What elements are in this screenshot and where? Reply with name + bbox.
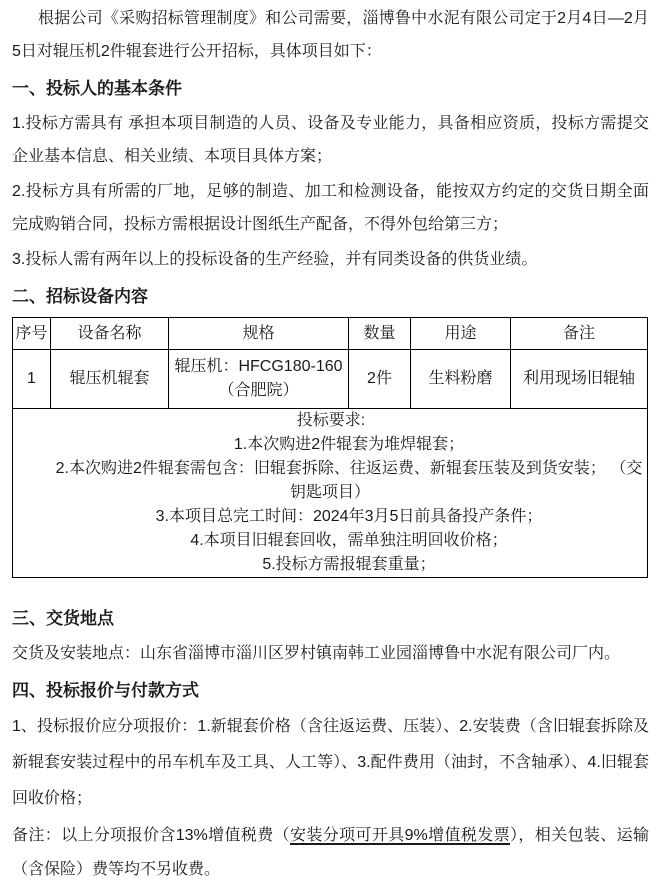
requirement-item-3: 3.本项目总完工时间：2024年3月5日前具备投产条件；: [155, 508, 543, 525]
heading-bidder-conditions: 一、投标人的基本条件: [12, 79, 182, 98]
requirements-row: [13, 409, 648, 578]
col-header-serial: 序号: [13, 318, 51, 350]
cell-spec: 辊压机：HFCG180-160（合肥院）: [169, 350, 349, 409]
heading-quotation-payment: 四、投标报价与付款方式: [12, 681, 199, 700]
cell-quantity: 2件: [349, 350, 411, 409]
cell-usage: 生料粉磨: [411, 350, 511, 409]
requirement-item-4: 4.本项目旧辊套回收，需单独注明回收价格；: [190, 532, 508, 549]
bidder-condition-1: 1.投标方需具有 承担本项目制造的人员、设备及专业能力，具备相应资质，投标方需提交企业基本信息、相关业绩、本项目具体方案；: [12, 115, 649, 165]
note-suffix: ），相关包装、运输（含保险）费等均不另收费。: [12, 827, 649, 878]
equipment-table-header-row: [13, 318, 648, 350]
requirements-cell: [13, 409, 648, 578]
col-header-usage: 用途: [411, 318, 511, 350]
col-header-spec: 规格: [169, 318, 349, 350]
heading-delivery-location: 三、交货地点: [12, 609, 114, 628]
requirements-title: 投标要求:: [296, 412, 366, 429]
quotation-breakdown-text: 1、投标报价应分项报价：1.新辊套价格（含往返运费、压装）、2.安装费（含旧辊套拆除及新辊套安装过程中的吊车机车及工具、人工等）、3.配件费用（油封，不含轴承）、4.旧辊套回收价格；: [12, 718, 649, 807]
col-header-equipment-name: 设备名称: [51, 318, 169, 350]
cell-equipment-name: 辊压机辊套: [51, 350, 169, 409]
bidder-condition-2: 2.投标方具有所需的厂地，足够的制造、加工和检测设备，能按双方约定的交货日期全面完成购销合同，投标方需根据设计图纸生产配备，不得外包给第三方；: [12, 183, 649, 233]
cell-remark: 利用现场旧辊轴: [511, 350, 648, 409]
note-underlined-text: 安装分项可开具9%增值税发票: [290, 827, 510, 844]
col-header-quantity: 数量: [349, 318, 411, 350]
col-header-remark: 备注: [511, 318, 648, 350]
note-prefix: 备注：以上分项报价含13%增值税费（: [12, 827, 290, 844]
cell-serial: 1: [13, 350, 51, 409]
intro-paragraph: 根据公司《采购招标管理制度》和公司需要，淄博鲁中水泥有限公司定于2月4日—2月5日对辊压机2件辊套进行公开招标，具体项目如下：: [12, 10, 649, 60]
requirement-item-5: 5.投标方需报辊套重量；: [262, 556, 436, 573]
equipment-table: [12, 317, 648, 578]
requirement-item-2: 2.本次购进2件辊套需包含：旧辊套拆除、往返运费、新辊套压装及到货安装； （交钥匙项目）: [55, 460, 643, 501]
delivery-location-text: 交货及安装地点：山东省淄博市淄川区罗村镇南韩工业园淄博鲁中水泥有限公司厂内。: [12, 645, 621, 662]
note-paragraph: [12, 819, 649, 887]
bidder-condition-3: 3.投标人需有两年以上的投标设备的生产经验，并有同类设备的供货业绩。: [12, 251, 538, 268]
requirement-item-1: 1.本次购进2件辊套为堆焊辊套；: [233, 436, 465, 453]
heading-equipment-content: 二、招标设备内容: [12, 287, 148, 306]
table-row: [13, 350, 648, 409]
